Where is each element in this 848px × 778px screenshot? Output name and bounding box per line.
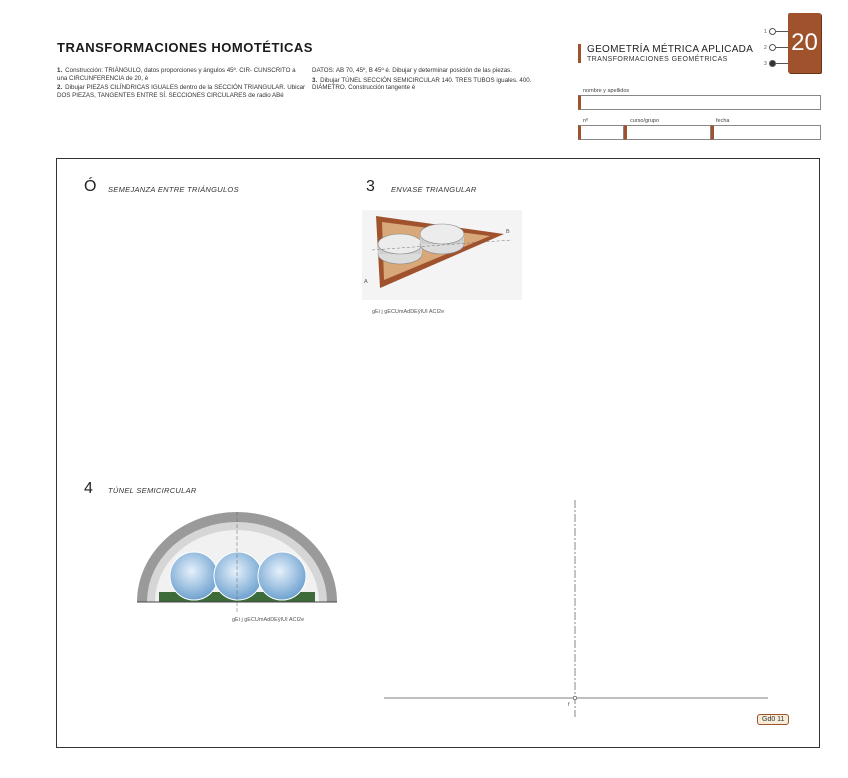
tunel-illustration bbox=[137, 512, 337, 612]
page-badge: Gd0 11 bbox=[757, 714, 789, 725]
envase-caption: gEi j gECUmAdDEŷIUI ACI2e bbox=[372, 309, 445, 315]
sheet-title: TRANSFORMACIONES HOMOTÉTICAS bbox=[57, 40, 313, 55]
subject-subtitle: TRANSFORMACIONES GEOMÉTRICAS bbox=[587, 56, 728, 63]
name-field[interactable] bbox=[578, 95, 821, 110]
envase-label-b: B bbox=[506, 229, 510, 235]
subject-block bbox=[578, 44, 753, 63]
instruction-2: 2. Dibujar PIEZAS CILÍNDRICAS IGUALES dentro de la SECCIÓN TRIANGULAR. Ubicar DOS PIEZAS, TANGENTES ENTRE SÍ. SECCIONES CIRCULARES de radio ABé bbox=[57, 84, 306, 99]
sheet-number-tab: 20 bbox=[788, 13, 821, 73]
tunel-caption: gEi j gECUmAdDEŷIUI ACI2e bbox=[232, 617, 305, 623]
instructions-col-1 bbox=[57, 67, 307, 99]
instruction-3: 3. Dibujar TÚNEL SECCIÓN SEMICIRCULAR 140. TRES TUBOS iguales. 400. DIÁMETRO. Construcción tangente é bbox=[312, 76, 532, 92]
num-label: nº bbox=[583, 118, 589, 124]
exercise-4-number: 4 bbox=[84, 480, 93, 497]
exercise-4-title: TÚNEL SEMICIRCULAR bbox=[108, 486, 197, 495]
level-3: 3 bbox=[764, 60, 788, 67]
course-field[interactable] bbox=[624, 125, 711, 140]
exercise-3-title: ENVASE TRIANGULAR bbox=[391, 185, 477, 194]
instruction-data: DATOS: AB 70, 45º, B 45º é. Dibujar y determinar posición de las piezas. bbox=[312, 67, 512, 74]
axis-label: f bbox=[568, 702, 570, 708]
subject-title: GEOMETRÍA MÉTRICA APLICADA bbox=[587, 44, 754, 55]
level-2: 2 bbox=[764, 44, 788, 51]
envase-label-a: A bbox=[364, 279, 368, 285]
exercise-1-title: SEMEJANZA ENTRE TRIÁNGULOS bbox=[108, 185, 239, 194]
instruction-1: 1. Construcción: TRIÁNGULO, datos proporciones y ángulos 45º. CIR- CUNSCRITO a una CIRCUNFERENCIA de 20, é bbox=[57, 67, 296, 82]
date-field[interactable] bbox=[711, 125, 821, 140]
level-1: 1 bbox=[764, 28, 788, 35]
num-field[interactable] bbox=[578, 125, 624, 140]
name-label: nombre y apellidos bbox=[583, 88, 630, 94]
date-label: fecha bbox=[716, 118, 730, 124]
exercise-1-number: Ó bbox=[84, 178, 97, 195]
construction-axes bbox=[382, 495, 772, 725]
exercise-3-number: 3 bbox=[366, 178, 375, 195]
instructions-col-2 bbox=[312, 67, 562, 92]
course-label: curso/grupo bbox=[630, 118, 660, 124]
envase-illustration bbox=[362, 210, 522, 300]
